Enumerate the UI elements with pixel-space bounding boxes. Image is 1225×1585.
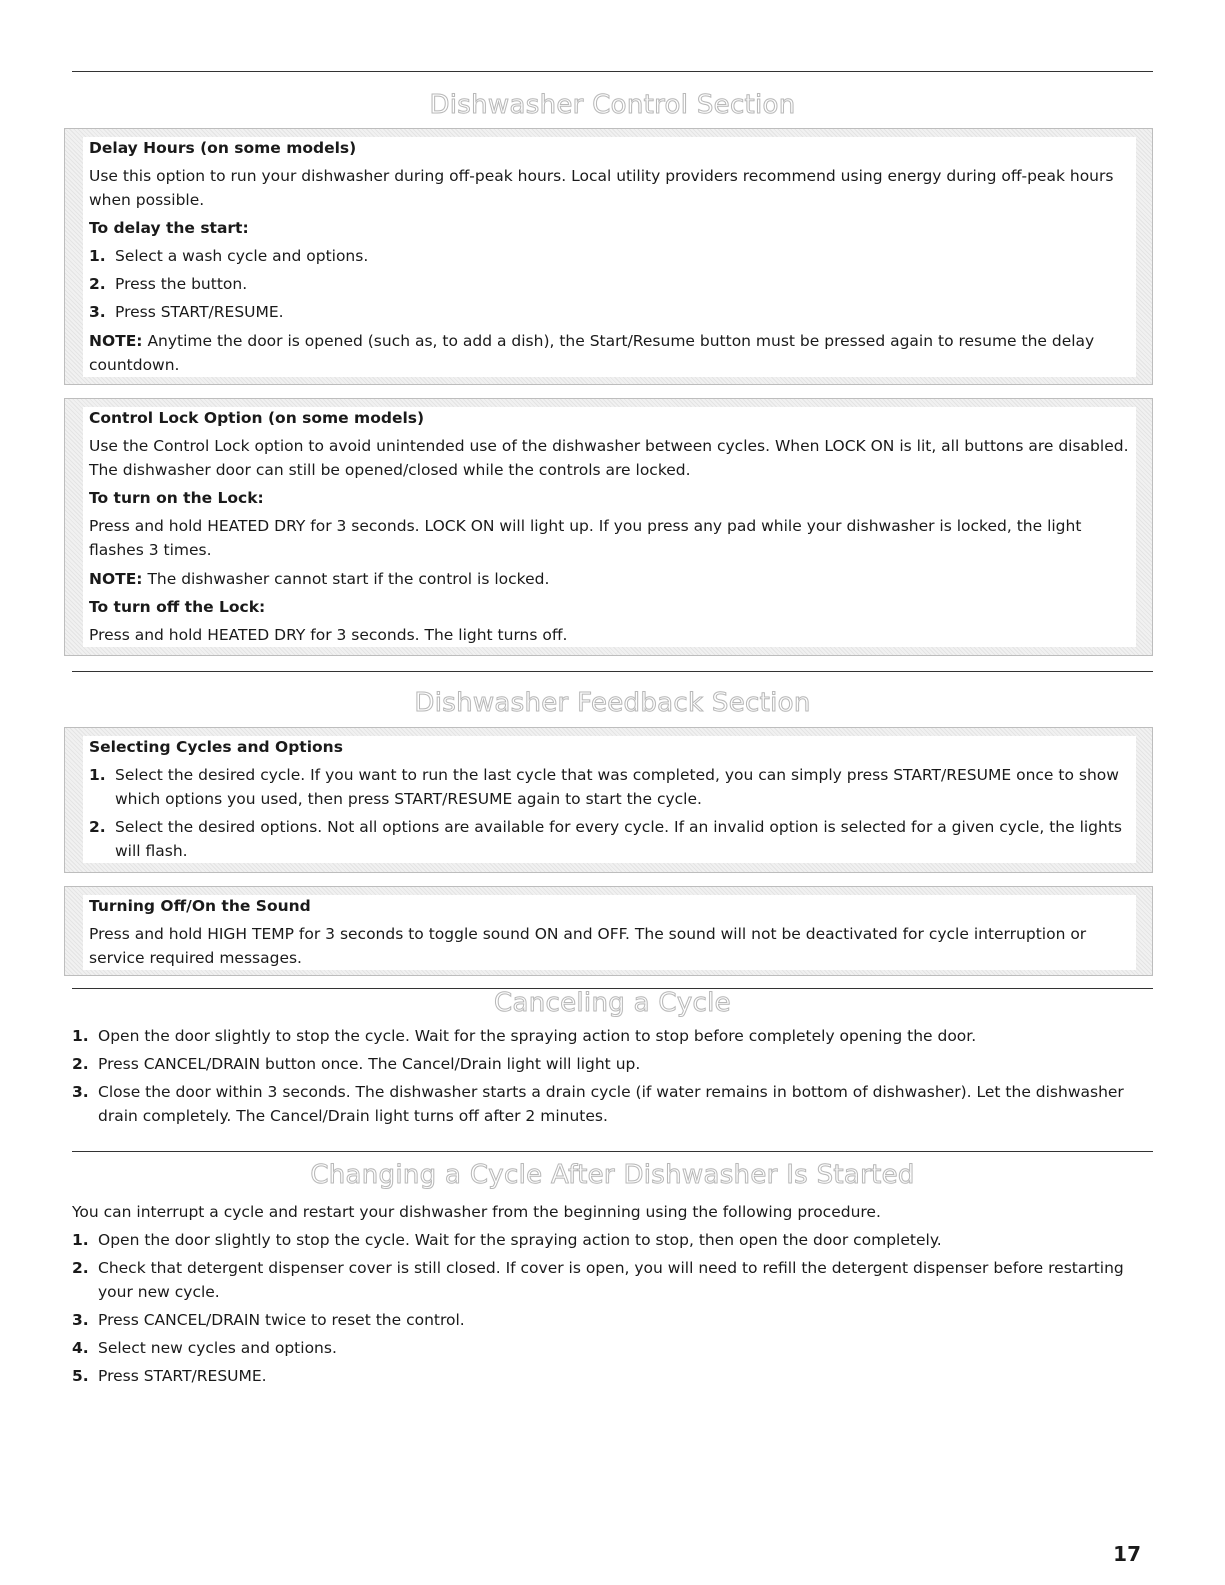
list-text: Press the button.	[115, 275, 248, 293]
list-number: 3.	[72, 1311, 89, 1329]
note-text: Anytime the door is opened (such as, to add a dish), the Start/Resume button must be pressed again to resume the delay countdown.	[89, 332, 1095, 374]
list-text: Press START/RESUME.	[115, 303, 284, 321]
list-text: Press START/RESUME.	[98, 1367, 267, 1385]
list-item	[89, 244, 1130, 268]
list-number: 2.	[72, 1259, 89, 1277]
lock-off-text: Press and hold HEATED DRY for 3 seconds. The light turns off.	[89, 626, 568, 644]
delay-note	[89, 329, 1130, 377]
list-item	[89, 300, 1130, 324]
list-item	[72, 1228, 1153, 1252]
list-number: 3.	[72, 1083, 89, 1101]
section-title-cancel: Canceling a Cycle	[494, 988, 731, 1018]
control-lock-box	[64, 398, 1153, 656]
change-intro: You can interrupt a cycle and restart your dishwasher from the beginning using the following procedure.	[72, 1203, 881, 1221]
list-text: Close the door within 3 seconds. The dishwasher starts a drain cycle (if water remains in bottom of dishwasher). Let the dishwasher drain completely. The Cancel/Drain light turns off after 2 minutes.	[98, 1083, 1124, 1125]
list-item	[89, 763, 1130, 811]
list-number: 1.	[72, 1231, 89, 1249]
list-text: Select the desired options. Not all options are available for every cycle. If an invalid option is selected for a given cycle, the lights will flash.	[115, 818, 1122, 860]
list-text: Open the door slightly to stop the cycle. Wait for the spraying action to stop, then open the door completely.	[98, 1231, 942, 1249]
cancel-steps	[72, 1024, 1153, 1128]
list-number: 3.	[89, 303, 106, 321]
lock-on-text: Press and hold HEATED DRY for 3 seconds. LOCK ON will light up. If you press any pad while your dishwasher is locked, the light flashes 3 times.	[89, 517, 1082, 559]
feedback-rule	[72, 671, 1153, 672]
note-label: NOTE:	[89, 570, 143, 588]
list-number: 2.	[89, 818, 106, 836]
change-section	[72, 1200, 1153, 1388]
list-item	[89, 815, 1130, 863]
selecting-cycles-box	[64, 727, 1153, 873]
sound-box	[64, 886, 1153, 976]
sound-text: Press and hold HIGH TEMP for 3 seconds to toggle sound ON and OFF. The sound will not be deactivated for cycle interruption or service required messages.	[89, 925, 1087, 967]
sound-heading: Turning Off/On the Sound	[89, 897, 311, 915]
list-number: 4.	[72, 1339, 89, 1357]
list-number: 1.	[89, 766, 106, 784]
list-text: Select the desired cycle. If you want to run the last cycle that was completed, you can simply press START/RESUME once to show which options you used, then press START/RESUME again to start the cycle.	[115, 766, 1119, 808]
lock-note	[89, 567, 1130, 591]
list-item	[72, 1080, 1153, 1128]
top-rule	[72, 71, 1153, 72]
list-text: Open the door slightly to stop the cycle. Wait for the spraying action to stop before completely opening the door.	[98, 1027, 977, 1045]
delay-hours-box	[64, 128, 1153, 385]
control-lock-heading: Control Lock Option (on some models)	[89, 409, 425, 427]
delay-start-subheading: To delay the start:	[89, 219, 249, 237]
selecting-cycles-heading: Selecting Cycles and Options	[89, 738, 343, 756]
list-number: 5.	[72, 1367, 89, 1385]
list-text: Press CANCEL/DRAIN button once. The Cancel/Drain light will light up.	[98, 1055, 641, 1073]
control-lock-intro: Use the Control Lock option to avoid unintended use of the dishwasher between cycles. When LOCK ON is lit, all buttons are disabled. The dishwasher door can still be opened/closed while the controls are locked.	[89, 437, 1129, 479]
section-title-change: Changing a Cycle After Dishwasher Is Started	[310, 1160, 915, 1190]
list-number: 2.	[89, 275, 106, 293]
list-item	[72, 1024, 1153, 1048]
lock-on-subheading: To turn on the Lock:	[89, 489, 264, 507]
section-title-feedback: Dishwasher Feedback Section	[414, 688, 811, 718]
note-label: NOTE:	[89, 332, 143, 350]
list-number: 1.	[72, 1027, 89, 1045]
list-item	[72, 1364, 1153, 1388]
list-item	[72, 1256, 1153, 1304]
list-text: Press CANCEL/DRAIN twice to reset the control.	[98, 1311, 465, 1329]
delay-hours-intro: Use this option to run your dishwasher during off-peak hours. Local utility providers recommend using energy during off-peak hours when possible.	[89, 167, 1114, 209]
list-number: 2.	[72, 1055, 89, 1073]
list-item	[89, 272, 1130, 296]
list-number: 1.	[89, 247, 106, 265]
delay-hours-heading: Delay Hours (on some models)	[89, 139, 357, 157]
page-number: 17	[1113, 1542, 1141, 1566]
list-text: Select new cycles and options.	[98, 1339, 337, 1357]
lock-off-subheading: To turn off the Lock:	[89, 598, 266, 616]
list-item	[72, 1336, 1153, 1360]
list-item	[72, 1308, 1153, 1332]
change-rule	[72, 1151, 1153, 1152]
list-text: Select a wash cycle and options.	[115, 247, 369, 265]
list-item	[72, 1052, 1153, 1076]
section-title-control: Dishwasher Control Section	[429, 90, 796, 120]
list-text: Check that detergent dispenser cover is still closed. If cover is open, you will need to refill the detergent dispenser before restarting your new cycle.	[98, 1259, 1124, 1301]
note-text: The dishwasher cannot start if the control is locked.	[142, 570, 550, 588]
